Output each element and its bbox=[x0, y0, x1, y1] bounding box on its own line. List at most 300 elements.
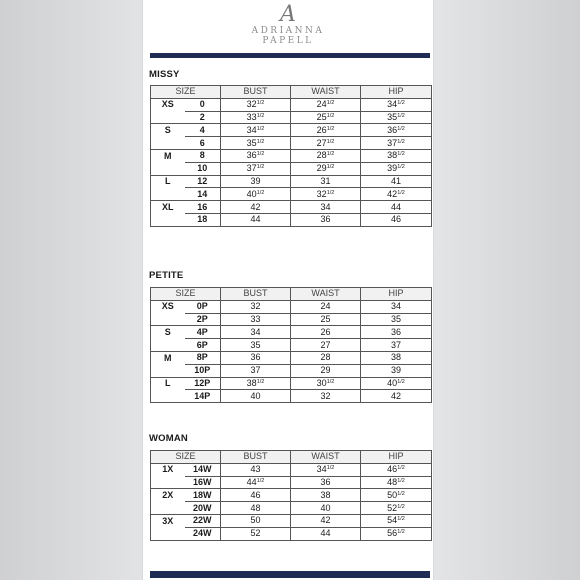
waist-cell bbox=[291, 463, 361, 476]
size-number-cell-value: 18W bbox=[193, 489, 212, 500]
size-group-cell bbox=[151, 149, 185, 162]
waist-cell bbox=[291, 476, 361, 489]
hip-cell-value: 52 bbox=[387, 502, 398, 513]
bust-cell-value: 44 bbox=[246, 476, 257, 487]
waist-cell bbox=[291, 489, 361, 502]
bust-cell bbox=[221, 137, 291, 150]
bust-cell-value: 36 bbox=[246, 150, 257, 161]
waist-fraction: 1/2 bbox=[326, 189, 335, 196]
hip-cell-value: 44 bbox=[391, 201, 402, 212]
size-group-cell bbox=[151, 213, 185, 226]
waist-fraction: 1/2 bbox=[326, 125, 335, 132]
bust-cell bbox=[221, 300, 291, 313]
header-hip: HIP bbox=[361, 86, 432, 99]
size-number-cell bbox=[185, 489, 221, 502]
bust-cell-value: 52 bbox=[250, 528, 261, 539]
size-number-cell bbox=[185, 313, 221, 326]
waist-cell-value: 30 bbox=[316, 377, 327, 388]
bust-cell-value: 48 bbox=[250, 502, 261, 513]
header-hip: HIP bbox=[361, 451, 432, 464]
hip-cell bbox=[361, 313, 432, 326]
table-row bbox=[151, 489, 432, 502]
size-group-cell-value: XS bbox=[161, 99, 174, 110]
table-row bbox=[151, 162, 432, 175]
size-number-cell bbox=[185, 326, 221, 339]
size-number-cell-value: 8P bbox=[196, 352, 208, 363]
size-number-cell-value: 22W bbox=[193, 515, 212, 526]
table-row bbox=[151, 502, 432, 515]
bust-cell-value: 32 bbox=[246, 99, 257, 110]
size-group-cell bbox=[151, 476, 185, 489]
size-number-cell-value: 24W bbox=[193, 528, 212, 539]
header-waist: WAIST bbox=[291, 86, 361, 99]
header-size: SIZE bbox=[151, 451, 221, 464]
size-number-cell bbox=[185, 213, 221, 226]
hip-cell bbox=[361, 502, 432, 515]
bust-cell bbox=[221, 326, 291, 339]
size-group-cell-value: 1X bbox=[162, 464, 174, 475]
bust-cell bbox=[221, 489, 291, 502]
bust-fraction: 1/2 bbox=[256, 477, 265, 484]
size-number-cell bbox=[185, 527, 221, 540]
size-group-cell-value: L bbox=[165, 176, 171, 187]
size-group-cell-value: 3X bbox=[162, 515, 174, 526]
table-row bbox=[151, 149, 432, 162]
table-header-row bbox=[151, 451, 432, 464]
hip-fraction: 1/2 bbox=[397, 112, 405, 119]
hip-cell-value: 46 bbox=[387, 464, 398, 475]
table-row bbox=[151, 377, 432, 390]
bust-cell bbox=[221, 463, 291, 476]
hip-cell-value: 36 bbox=[391, 326, 402, 337]
bust-cell bbox=[221, 527, 291, 540]
header-size: SIZE bbox=[151, 288, 221, 301]
table-row bbox=[151, 313, 432, 326]
waist-fraction: 1/2 bbox=[326, 151, 335, 158]
waist-cell bbox=[291, 188, 361, 201]
table-row bbox=[151, 514, 432, 527]
waist-cell-value: 29 bbox=[320, 365, 331, 376]
bust-cell bbox=[221, 111, 291, 124]
size-number-cell-value: 12 bbox=[197, 175, 208, 186]
hip-cell-value: 38 bbox=[387, 150, 398, 161]
hip-cell bbox=[361, 98, 432, 111]
hip-cell-value: 39 bbox=[387, 163, 398, 174]
hip-fraction: 1/2 bbox=[397, 125, 405, 132]
table-row bbox=[151, 351, 432, 364]
waist-cell-value: 36 bbox=[320, 476, 331, 487]
waist-cell bbox=[291, 364, 361, 377]
bust-cell bbox=[221, 98, 291, 111]
bust-fraction: 1/2 bbox=[256, 138, 265, 145]
hip-cell bbox=[361, 111, 432, 124]
size-number-cell-value: 20W bbox=[193, 502, 212, 513]
bust-cell bbox=[221, 162, 291, 175]
bust-cell-value: 33 bbox=[250, 313, 261, 324]
waist-cell-value: 32 bbox=[320, 390, 331, 401]
size-group-cell bbox=[151, 188, 185, 201]
waist-cell bbox=[291, 300, 361, 313]
waist-cell-value: 28 bbox=[316, 150, 327, 161]
brand-name-line2: PAPELL bbox=[262, 36, 314, 46]
size-number-cell bbox=[185, 149, 221, 162]
hip-cell bbox=[361, 514, 432, 527]
section-title-woman: WOMAN bbox=[149, 433, 188, 444]
size-number-cell-value: 8 bbox=[199, 150, 205, 161]
bust-fraction: 1/2 bbox=[256, 100, 265, 107]
bust-cell-value: 38 bbox=[246, 377, 257, 388]
header-size: SIZE bbox=[151, 86, 221, 99]
waist-cell-value: 42 bbox=[320, 515, 331, 526]
waist-cell-value: 26 bbox=[320, 326, 331, 337]
waist-cell bbox=[291, 213, 361, 226]
size-group-cell-value: XL bbox=[161, 201, 174, 212]
waist-cell bbox=[291, 124, 361, 137]
bust-cell bbox=[221, 514, 291, 527]
hip-cell bbox=[361, 489, 432, 502]
bust-cell-value: 46 bbox=[250, 489, 261, 500]
table-woman bbox=[150, 450, 432, 541]
bust-cell-value: 42 bbox=[250, 201, 261, 212]
size-group-cell bbox=[151, 162, 185, 175]
waist-cell bbox=[291, 111, 361, 124]
header-waist: WAIST bbox=[291, 288, 361, 301]
bust-cell bbox=[221, 175, 291, 188]
waist-cell-value: 25 bbox=[316, 111, 327, 122]
size-number-cell bbox=[185, 162, 221, 175]
size-group-cell bbox=[151, 502, 185, 515]
size-group-cell-value: XS bbox=[161, 301, 174, 312]
hip-cell-value: 37 bbox=[387, 137, 398, 148]
size-number-cell bbox=[185, 390, 221, 403]
table-row bbox=[151, 527, 432, 540]
hip-cell-value: 40 bbox=[387, 377, 398, 388]
bust-cell-value: 43 bbox=[250, 464, 261, 475]
size-number-cell-value: 0P bbox=[196, 301, 208, 312]
waist-cell bbox=[291, 201, 361, 214]
size-group-cell-value: M bbox=[164, 352, 172, 363]
bust-fraction: 1/2 bbox=[256, 125, 265, 132]
size-number-cell-value: 12P bbox=[194, 377, 211, 388]
background-left bbox=[0, 0, 142, 580]
hip-cell bbox=[361, 339, 432, 352]
size-number-cell-value: 2P bbox=[196, 313, 208, 324]
hip-cell-value: 35 bbox=[387, 111, 398, 122]
size-group-cell-value: S bbox=[164, 125, 171, 136]
size-number-cell bbox=[185, 124, 221, 137]
bust-fraction: 1/2 bbox=[256, 112, 265, 119]
hip-cell bbox=[361, 300, 432, 313]
size-number-cell bbox=[185, 476, 221, 489]
waist-cell bbox=[291, 313, 361, 326]
size-group-cell bbox=[151, 124, 185, 137]
hip-fraction: 1/2 bbox=[397, 100, 405, 107]
background-right bbox=[434, 0, 580, 580]
waist-cell-value: 24 bbox=[316, 99, 327, 110]
bust-cell bbox=[221, 313, 291, 326]
bust-cell bbox=[221, 377, 291, 390]
bust-cell bbox=[221, 213, 291, 226]
hip-cell bbox=[361, 351, 432, 364]
bust-cell bbox=[221, 476, 291, 489]
waist-cell-value: 24 bbox=[320, 301, 331, 312]
table-row bbox=[151, 188, 432, 201]
hip-cell-value: 38 bbox=[391, 352, 402, 363]
size-number-cell-value: 10P bbox=[194, 365, 211, 376]
hip-cell bbox=[361, 175, 432, 188]
size-group-cell bbox=[151, 390, 185, 403]
hip-cell-value: 46 bbox=[391, 214, 402, 225]
table-row bbox=[151, 201, 432, 214]
section-title-petite: PETITE bbox=[149, 270, 184, 281]
waist-cell bbox=[291, 149, 361, 162]
table-row bbox=[151, 111, 432, 124]
size-number-cell bbox=[185, 339, 221, 352]
waist-cell-value: 26 bbox=[316, 124, 327, 135]
hip-fraction: 1/2 bbox=[397, 516, 405, 523]
size-group-cell bbox=[151, 300, 185, 313]
waist-cell-value: 29 bbox=[316, 163, 327, 174]
hip-cell bbox=[361, 463, 432, 476]
size-group-cell bbox=[151, 98, 185, 111]
hip-fraction: 1/2 bbox=[397, 490, 405, 497]
size-number-cell bbox=[185, 514, 221, 527]
waist-cell bbox=[291, 514, 361, 527]
bust-cell-value: 34 bbox=[250, 326, 261, 337]
waist-cell bbox=[291, 162, 361, 175]
table-row bbox=[151, 463, 432, 476]
size-number-cell bbox=[185, 377, 221, 390]
size-number-cell-value: 2 bbox=[199, 111, 205, 122]
hip-cell bbox=[361, 162, 432, 175]
hip-cell-value: 50 bbox=[387, 489, 398, 500]
bust-cell bbox=[221, 124, 291, 137]
size-group-cell bbox=[151, 377, 185, 390]
size-number-cell-value: 14W bbox=[193, 464, 212, 475]
hip-cell-value: 35 bbox=[391, 313, 402, 324]
waist-cell bbox=[291, 390, 361, 403]
hip-cell-value: 36 bbox=[387, 124, 398, 135]
hip-fraction: 1/2 bbox=[397, 477, 405, 484]
waist-cell-value: 31 bbox=[320, 175, 331, 186]
size-group-cell bbox=[151, 111, 185, 124]
table-header-row bbox=[151, 86, 432, 99]
size-group-cell bbox=[151, 351, 185, 364]
brand-logo bbox=[143, 4, 433, 46]
hip-cell-value: 37 bbox=[391, 339, 402, 350]
hip-cell-value: 41 bbox=[391, 175, 402, 186]
waist-cell bbox=[291, 351, 361, 364]
size-group-cell bbox=[151, 364, 185, 377]
size-number-cell bbox=[185, 111, 221, 124]
bust-cell bbox=[221, 201, 291, 214]
size-group-cell bbox=[151, 313, 185, 326]
hip-cell bbox=[361, 149, 432, 162]
table-row bbox=[151, 175, 432, 188]
table-row bbox=[151, 476, 432, 489]
waist-cell-value: 44 bbox=[320, 528, 331, 539]
bust-cell bbox=[221, 351, 291, 364]
size-number-cell bbox=[185, 364, 221, 377]
bust-cell-value: 40 bbox=[246, 188, 257, 199]
size-number-cell-value: 16W bbox=[193, 476, 212, 487]
table-missy bbox=[150, 85, 432, 227]
size-number-cell-value: 10 bbox=[197, 163, 208, 174]
bust-cell-value: 35 bbox=[250, 339, 261, 350]
size-number-cell bbox=[185, 502, 221, 515]
header-bust: BUST bbox=[221, 86, 291, 99]
top-rule bbox=[150, 53, 430, 58]
brand-name-line1: ADRIANNA bbox=[251, 26, 325, 36]
bust-cell bbox=[221, 339, 291, 352]
waist-fraction: 1/2 bbox=[326, 100, 335, 107]
section-title-missy: MISSY bbox=[149, 69, 180, 80]
table-row bbox=[151, 98, 432, 111]
size-number-cell bbox=[185, 351, 221, 364]
header-waist: WAIST bbox=[291, 451, 361, 464]
bust-cell-value: 44 bbox=[250, 214, 261, 225]
size-group-cell-value: L bbox=[165, 378, 171, 389]
size-number-cell-value: 18 bbox=[197, 214, 208, 225]
bust-cell bbox=[221, 188, 291, 201]
waist-fraction: 1/2 bbox=[326, 378, 335, 385]
waist-cell-value: 32 bbox=[316, 188, 327, 199]
waist-cell bbox=[291, 339, 361, 352]
hip-cell bbox=[361, 377, 432, 390]
bust-cell bbox=[221, 364, 291, 377]
waist-cell-value: 28 bbox=[320, 352, 331, 363]
hip-cell bbox=[361, 364, 432, 377]
bust-fraction: 1/2 bbox=[256, 378, 265, 385]
hip-fraction: 1/2 bbox=[397, 164, 405, 171]
hip-cell-value: 42 bbox=[391, 390, 402, 401]
hip-cell bbox=[361, 213, 432, 226]
hip-cell bbox=[361, 124, 432, 137]
bust-cell-value: 50 bbox=[250, 515, 261, 526]
waist-cell-value: 25 bbox=[320, 313, 331, 324]
header-hip: HIP bbox=[361, 288, 432, 301]
hip-cell bbox=[361, 390, 432, 403]
bust-cell-value: 33 bbox=[246, 111, 257, 122]
hip-fraction: 1/2 bbox=[397, 503, 405, 510]
hip-cell-value: 34 bbox=[387, 99, 398, 110]
size-group-cell-value: M bbox=[164, 150, 172, 161]
bust-cell-value: 37 bbox=[250, 365, 261, 376]
size-group-cell bbox=[151, 326, 185, 339]
bust-cell-value: 34 bbox=[246, 124, 257, 135]
waist-cell bbox=[291, 502, 361, 515]
table-row bbox=[151, 137, 432, 150]
bust-cell-value: 35 bbox=[246, 137, 257, 148]
bottom-rule bbox=[150, 571, 430, 578]
table-row bbox=[151, 326, 432, 339]
table-row bbox=[151, 300, 432, 313]
waist-cell bbox=[291, 527, 361, 540]
hip-cell bbox=[361, 188, 432, 201]
table-row bbox=[151, 124, 432, 137]
hip-fraction: 1/2 bbox=[397, 378, 405, 385]
bust-fraction: 1/2 bbox=[256, 189, 265, 196]
size-number-cell bbox=[185, 463, 221, 476]
hip-cell bbox=[361, 527, 432, 540]
size-group-cell bbox=[151, 137, 185, 150]
hip-cell bbox=[361, 476, 432, 489]
bust-cell-value: 32 bbox=[250, 301, 261, 312]
hip-cell bbox=[361, 326, 432, 339]
waist-cell-value: 27 bbox=[320, 339, 331, 350]
waist-cell-value: 40 bbox=[320, 502, 331, 513]
hip-cell-value: 39 bbox=[391, 365, 402, 376]
table-row bbox=[151, 364, 432, 377]
waist-fraction: 1/2 bbox=[326, 164, 335, 171]
size-number-cell bbox=[185, 175, 221, 188]
bust-cell-value: 40 bbox=[250, 390, 261, 401]
size-group-cell-value: S bbox=[164, 327, 171, 338]
hip-cell-value: 42 bbox=[387, 188, 398, 199]
table-petite bbox=[150, 287, 432, 403]
waist-fraction: 1/2 bbox=[326, 138, 335, 145]
size-group-cell bbox=[151, 175, 185, 188]
table-header-row bbox=[151, 288, 432, 301]
size-group-cell bbox=[151, 463, 185, 476]
waist-cell-value: 38 bbox=[320, 489, 331, 500]
size-group-cell bbox=[151, 489, 185, 502]
waist-cell bbox=[291, 377, 361, 390]
size-number-cell-value: 6P bbox=[196, 339, 208, 350]
bust-cell bbox=[221, 149, 291, 162]
waist-cell bbox=[291, 137, 361, 150]
waist-cell-value: 36 bbox=[320, 214, 331, 225]
bust-cell bbox=[221, 502, 291, 515]
hip-fraction: 1/2 bbox=[397, 189, 405, 196]
waist-fraction: 1/2 bbox=[326, 465, 335, 472]
bust-cell-value: 37 bbox=[246, 163, 257, 174]
size-group-cell bbox=[151, 527, 185, 540]
size-number-cell bbox=[185, 137, 221, 150]
hip-fraction: 1/2 bbox=[397, 138, 405, 145]
bust-fraction: 1/2 bbox=[256, 151, 265, 158]
header-bust: BUST bbox=[221, 451, 291, 464]
table-row bbox=[151, 213, 432, 226]
waist-cell-value: 34 bbox=[316, 464, 327, 475]
hip-cell bbox=[361, 201, 432, 214]
waist-cell bbox=[291, 175, 361, 188]
hip-fraction: 1/2 bbox=[397, 529, 405, 536]
size-number-cell-value: 4P bbox=[196, 326, 208, 337]
waist-cell bbox=[291, 98, 361, 111]
hip-cell-value: 34 bbox=[391, 301, 402, 312]
size-group-cell bbox=[151, 201, 185, 214]
size-number-cell bbox=[185, 201, 221, 214]
size-group-cell-value: 2X bbox=[162, 490, 174, 501]
bust-fraction: 1/2 bbox=[256, 164, 265, 171]
table-row bbox=[151, 390, 432, 403]
brand-monogram: A bbox=[280, 2, 296, 27]
size-number-cell-value: 0 bbox=[199, 99, 205, 110]
waist-fraction: 1/2 bbox=[326, 112, 335, 119]
size-number-cell bbox=[185, 300, 221, 313]
size-number-cell-value: 4 bbox=[199, 124, 205, 135]
hip-cell-value: 54 bbox=[387, 515, 398, 526]
size-number-cell-value: 14 bbox=[197, 188, 208, 199]
hip-cell-value: 48 bbox=[387, 476, 398, 487]
size-number-cell bbox=[185, 188, 221, 201]
hip-fraction: 1/2 bbox=[397, 151, 405, 158]
header-bust: BUST bbox=[221, 288, 291, 301]
hip-cell bbox=[361, 137, 432, 150]
bust-cell bbox=[221, 390, 291, 403]
hip-cell-value: 56 bbox=[387, 528, 398, 539]
